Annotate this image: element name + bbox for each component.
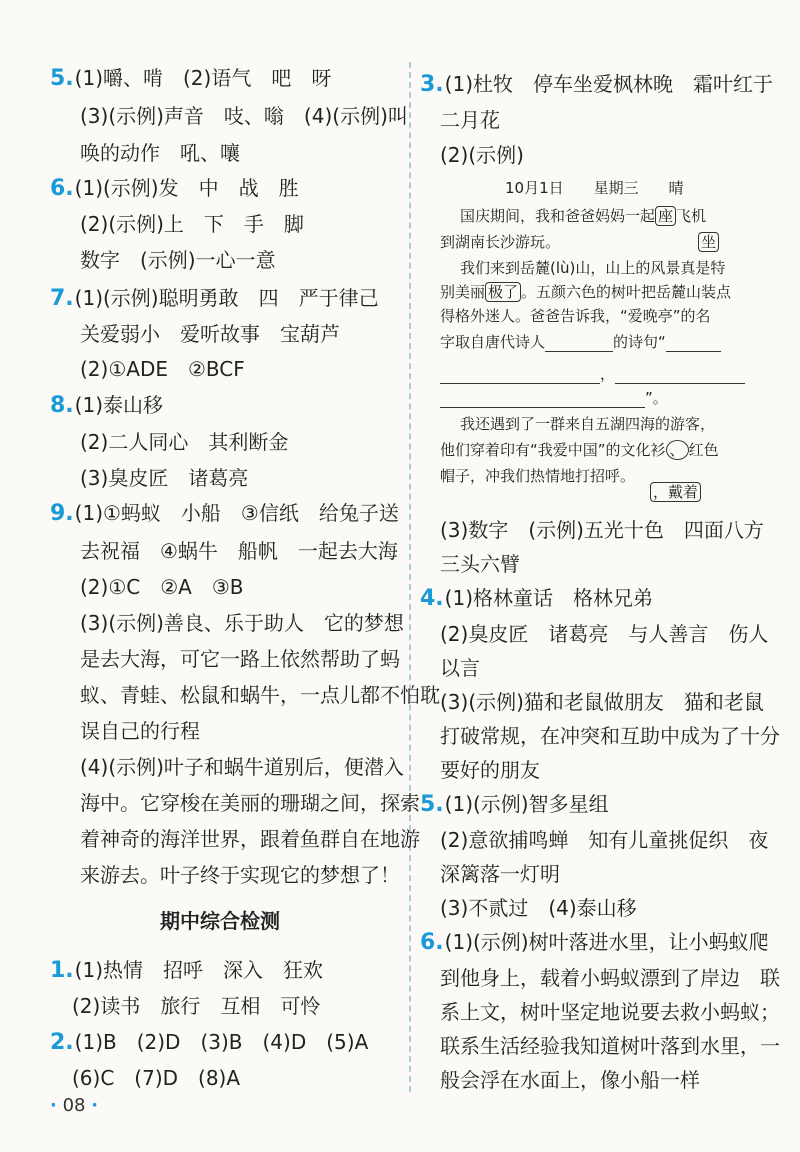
midterm-answer-1: 1.(1)热情 招呼 深入 狂欢 — [50, 958, 324, 983]
correction-box: 极了 — [485, 282, 521, 302]
answer-9: 9.(1)①蚂蚁 小船 ③信纸 给兔子送 — [50, 501, 399, 526]
answer-3: 3.(1)杜牧 停车坐爱枫林晚 霜叶红于 — [420, 72, 774, 97]
answer-4: 4.(1)格林童话 格林兄弟 — [420, 586, 654, 611]
column-divider — [409, 62, 411, 1092]
page-number: · 08 · — [50, 1095, 99, 1116]
answer-8: 8.(1)泰山移 — [50, 393, 164, 418]
answer-6-right: 6.(1)(示例)树叶落进水里，让小蚂蚁爬 — [420, 930, 769, 955]
answer-5: 5.(1)嚼、啃 (2)语气 吧 呀 — [50, 66, 332, 91]
correction-box: ，戴着 — [650, 482, 701, 502]
section-title: 期中综合检测 — [160, 909, 280, 933]
answer-6: 6.(1)(示例)发 中 战 胜 — [50, 176, 299, 201]
midterm-answer-2: 2.(1)B (2)D (3)B (4)D (5)A — [50, 1030, 369, 1055]
correction-box: 座 — [655, 206, 676, 226]
correction-box: 坐 — [698, 232, 719, 252]
answer-7: 7.(1)(示例)聪明勇敢 四 严于律己 — [50, 286, 379, 311]
answer-5-right: 5.(1)(示例)智多星组 — [420, 792, 609, 817]
